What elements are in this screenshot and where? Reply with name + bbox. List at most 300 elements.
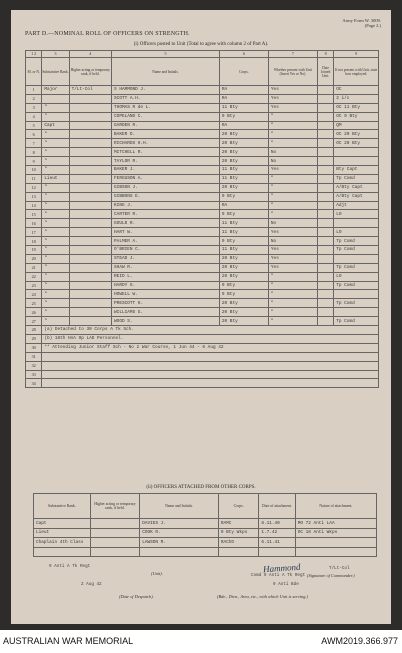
cell-name: HOWELL W. [112, 290, 220, 299]
cell-num: 7 [26, 139, 42, 148]
table-row [26, 192, 379, 201]
cell-date-joined [317, 148, 333, 157]
cell-num: 16 [26, 219, 42, 228]
cell-sub-rank: " [42, 272, 69, 281]
bde-value: 9 Anti Bde [273, 582, 299, 587]
cell-date-joined [317, 254, 333, 263]
cell-present: " [268, 210, 317, 219]
cell-present: " [268, 130, 317, 139]
attached-cell-nature [295, 547, 376, 557]
cell-sub-rank: Lieut [42, 174, 69, 183]
cell-date-joined [317, 174, 333, 183]
cell-num: 20 [26, 254, 42, 263]
cell-date-joined [317, 317, 333, 326]
cell-num: 10 [26, 166, 42, 175]
cell-not-present: Tp Comd [334, 246, 379, 255]
column-number-row [26, 51, 379, 58]
cell-not-present: QM [334, 121, 379, 130]
attached-cell-nature: MO 72 Anti LAA [295, 519, 376, 529]
cell-higher-rank [69, 317, 111, 326]
attached-cell-name: COOK R. [140, 528, 219, 538]
table-row [26, 308, 379, 317]
cell-date-joined [317, 157, 333, 166]
cell-name: SCOTT A.H. [112, 94, 220, 103]
attached-cell-rank: Chaplain 4th Class [34, 538, 91, 548]
cell-date-joined [317, 246, 333, 255]
cell-not-present [334, 148, 379, 157]
cell-num: 5 [26, 121, 42, 130]
attached-officers-table [33, 493, 377, 557]
note-number: 29 [26, 334, 42, 343]
table-row [26, 317, 379, 326]
attached-header-cell: Higher acting or temporary rank, if held. [90, 494, 140, 519]
cell-higher-rank [69, 281, 111, 290]
cell-num: 27 [26, 317, 42, 326]
cell-not-present: LO [334, 272, 379, 281]
cell-corps: RA [219, 121, 268, 130]
cell-sub-rank: " [42, 308, 69, 317]
table-row [26, 254, 379, 263]
cell-name: STEAD J. [112, 254, 220, 263]
cell-higher-rank [69, 94, 111, 103]
cell-date-joined [317, 219, 333, 228]
note-text: ** Attending Junior Staff Sch - No 2 War Course, 1 Jun 44 - 6 Aug 42 [42, 343, 379, 352]
cell-higher-rank [69, 103, 111, 112]
cell-present: " [268, 112, 317, 121]
note-text [42, 370, 379, 379]
cell-not-present: Tp Comd [334, 281, 379, 290]
cell-name: O'BRIEN C. [112, 246, 220, 255]
cell-name: GOULD R. [112, 219, 220, 228]
part-title: PART D.—NOMINAL ROLL OF OFFICERS ON STRENGTH. [25, 31, 190, 37]
cell-num: 11 [26, 174, 42, 183]
cell-present: Yes [268, 94, 317, 103]
attached-row [34, 519, 377, 529]
cell-num: 1 [26, 86, 42, 95]
cell-present: No [268, 219, 317, 228]
cell-name: COPELAND C. [112, 112, 220, 121]
date-value: 2 Aug 42 [81, 582, 102, 587]
table-row [26, 272, 379, 281]
attached-cell-nature [295, 538, 376, 548]
cell-num: 22 [26, 272, 42, 281]
cell-corps: 11 Bty [219, 228, 268, 237]
section-2-title: (ii) OFFICERS ATTACHED FROM OTHER CORPS. [146, 485, 256, 490]
table-row [26, 219, 379, 228]
cell-not-present: OC 9 Bty [334, 112, 379, 121]
table-row [26, 94, 379, 103]
cell-date-joined [317, 210, 333, 219]
section-1-title: (i) Officers posted to Unit (Total to agree with column 2 of Part A). [133, 42, 269, 47]
attached-cell-corps: 9 Bty Wkps [218, 528, 258, 538]
attached-row [34, 547, 377, 557]
cell-present: " [268, 121, 317, 130]
cell-num: 18 [26, 237, 42, 246]
cell-higher-rank [69, 174, 111, 183]
column-number-cell: 8 [317, 51, 333, 58]
table-row [26, 281, 379, 290]
attached-table-body [34, 519, 377, 557]
cell-date-joined [317, 308, 333, 317]
cell-higher-rank [69, 254, 111, 263]
cell-not-present: OC 20 Bty [334, 130, 379, 139]
cell-corps: 9 Bty [219, 210, 268, 219]
cell-corps: 20 Bty [219, 148, 268, 157]
cell-corps: 9 Bty [219, 192, 268, 201]
cell-sub-rank: Major [42, 86, 69, 95]
attached-cell-nature: OC 18 Anti Wkps [295, 528, 376, 538]
cell-present: Yes [268, 86, 317, 95]
cell-present: " [268, 183, 317, 192]
column-header-cell: Higher acting or temporary rank, if held. [69, 58, 111, 86]
cell-date-joined [317, 272, 333, 281]
cell-num: 17 [26, 228, 42, 237]
cell-corps: 20 Bty [219, 157, 268, 166]
cell-present: " [268, 272, 317, 281]
cell-sub-rank: " [42, 246, 69, 255]
cell-date-joined [317, 94, 333, 103]
cell-higher-rank [69, 183, 111, 192]
cell-not-present: Adjt [334, 201, 379, 210]
attached-cell-date [259, 547, 295, 557]
column-number-cell: 1 2 [26, 51, 42, 58]
cell-higher-rank [69, 130, 111, 139]
cell-name: WILLIAMS G. [112, 308, 220, 317]
cell-sub-rank: " [42, 103, 69, 112]
cell-name: FERGUSON A. [112, 174, 220, 183]
note-text [42, 361, 379, 370]
cell-not-present: Tp Comd [334, 299, 379, 308]
note-number: 34 [26, 379, 42, 388]
column-header-cell: Corps. [219, 58, 268, 86]
cell-sub-rank: " [42, 254, 69, 263]
cell-sub-rank: " [42, 228, 69, 237]
cell-sub-rank: " [42, 139, 69, 148]
cell-present: " [268, 281, 317, 290]
cell-not-present: Tp Comd [334, 174, 379, 183]
attached-row [34, 538, 377, 548]
table-row [26, 166, 379, 175]
cell-present: Yes [268, 263, 317, 272]
cell-num: 9 [26, 157, 42, 166]
cell-name: GARDEN R. [112, 121, 220, 130]
table-row [26, 210, 379, 219]
bde-label: (Bde., Divn., Area, etc., with which Unit is serving.) [217, 594, 308, 599]
cell-sub-rank: " [42, 130, 69, 139]
note-number: 30 [26, 343, 42, 352]
note-text: (a) Detached to 30 Corps A Tk Sch. [42, 326, 379, 335]
attached-row [34, 528, 377, 538]
cell-sub-rank: " [42, 237, 69, 246]
cell-name: GIBBONS E. [112, 192, 220, 201]
form-page-text: (Page 2.) [364, 23, 381, 28]
cell-not-present: Tp Comd [334, 237, 379, 246]
column-header-row [26, 58, 379, 86]
attached-cell-higher [90, 538, 140, 548]
cell-corps: 9 Bty [219, 237, 268, 246]
cell-not-present: Tp Comd [334, 317, 379, 326]
cell-sub-rank: " [42, 219, 69, 228]
cell-corps: 20 Bty [219, 263, 268, 272]
table-row [26, 183, 379, 192]
column-number-cell: 9 [334, 51, 379, 58]
cell-not-present: OC 11 Bty [334, 103, 379, 112]
note-text: (b) 18th HAA Op LAD Personnel. [42, 334, 379, 343]
cell-present: " [268, 192, 317, 201]
attached-header-cell: Name and Initials. [140, 494, 219, 519]
cell-not-present: LO [334, 228, 379, 237]
cell-date-joined [317, 166, 333, 175]
table-row [26, 246, 379, 255]
cell-present: " [268, 139, 317, 148]
cell-higher-rank [69, 290, 111, 299]
cell-name: THOMAS R de L. [112, 103, 220, 112]
column-number-cell: 4 [69, 51, 111, 58]
table-row [26, 201, 379, 210]
column-header-cell: M. or N. [26, 58, 42, 86]
caption-bar [0, 630, 402, 653]
attached-cell-rank: Capt [34, 519, 91, 529]
cell-num: 14 [26, 201, 42, 210]
attached-header-cell: Substantive Rank. [34, 494, 91, 519]
attached-cell-date: 8.11.40 [259, 519, 295, 529]
cell-sub-rank: " [42, 112, 69, 121]
table-row [26, 86, 379, 95]
unit-label: (Unit). [151, 571, 163, 576]
cell-present: Yes [268, 228, 317, 237]
cell-sub-rank: " [42, 157, 69, 166]
attached-cell-corps [218, 547, 258, 557]
cell-name: PALMER A. [112, 237, 220, 246]
cell-present: No [268, 237, 317, 246]
cell-num: 8 [26, 148, 42, 157]
cell-sub-rank: " [42, 263, 69, 272]
cell-date-joined [317, 112, 333, 121]
table-row [26, 112, 379, 121]
cell-sub-rank: " [42, 290, 69, 299]
cell-corps: 11 Bty [219, 174, 268, 183]
cell-num: 6 [26, 130, 42, 139]
cell-sub-rank: " [42, 192, 69, 201]
cell-higher-rank: T/Lt-Col [69, 86, 111, 95]
attached-cell-higher [90, 528, 140, 538]
cell-name: MITCHELL R. [112, 148, 220, 157]
attached-cell-name: DAVIES J. [140, 519, 219, 529]
cell-date-joined [317, 86, 333, 95]
cell-corps: 9 Bty [219, 290, 268, 299]
cell-higher-rank [69, 201, 111, 210]
cell-name: SHAW R. [112, 263, 220, 272]
note-row [26, 326, 379, 335]
column-header-cell: Whether present with Unit (Insert Yes or No). [268, 58, 317, 86]
table-row [26, 237, 379, 246]
cell-sub-rank: " [42, 317, 69, 326]
cell-higher-rank [69, 166, 111, 175]
table-row [26, 103, 379, 112]
cell-present: " [268, 174, 317, 183]
commander-value: Comd 9 Anti A Tk Regt [251, 573, 306, 578]
cell-date-joined [317, 130, 333, 139]
cell-name: TAYLOR R. [112, 157, 220, 166]
cell-present: " [268, 308, 317, 317]
cell-present: No [268, 148, 317, 157]
table-row [26, 121, 379, 130]
column-header-cell: Date Joined Unit. [317, 58, 333, 86]
table-row [26, 157, 379, 166]
table-row [26, 130, 379, 139]
note-row [26, 370, 379, 379]
cell-date-joined [317, 290, 333, 299]
cell-date-joined [317, 263, 333, 272]
cell-corps: 20 Bty [219, 299, 268, 308]
cell-not-present [334, 308, 379, 317]
cell-higher-rank [69, 210, 111, 219]
cell-sub-rank: " [42, 210, 69, 219]
date-label: (Date of Despatch). [119, 594, 154, 599]
column-header-cell: Substantive Rank. [42, 58, 69, 86]
attached-cell-rank [34, 547, 91, 557]
note-text [42, 352, 379, 361]
cell-present: " [268, 317, 317, 326]
cell-corps: 20 Bty [219, 272, 268, 281]
commander-label: (Signature of Commander.) [307, 573, 355, 578]
unit-value: 9 Anti A Tk Regt [49, 564, 91, 569]
caption-institution: AUSTRALIAN WAR MEMORIAL [3, 636, 134, 646]
attached-cell-date: 6.11.41 [259, 538, 295, 548]
cell-higher-rank [69, 192, 111, 201]
cell-higher-rank [69, 272, 111, 281]
cell-name: KING J. [112, 201, 220, 210]
attached-cell-name [140, 547, 219, 557]
cell-corps: 11 Bty [219, 219, 268, 228]
attached-cell-corps: RAChD [218, 538, 258, 548]
cell-num: 12 [26, 183, 42, 192]
table-row [26, 174, 379, 183]
attached-header-cell: Corps. [218, 494, 258, 519]
note-row [26, 334, 379, 343]
cell-date-joined [317, 192, 333, 201]
cell-name: WOOD S. [112, 317, 220, 326]
column-number-cell: 7 [268, 51, 317, 58]
cell-date-joined [317, 183, 333, 192]
cell-corps: 9 Bty [219, 281, 268, 290]
cell-num: 25 [26, 299, 42, 308]
cell-sub-rank: " [42, 166, 69, 175]
column-header-cell: If not present with Unit, state how employed. [334, 58, 379, 86]
cell-date-joined [317, 299, 333, 308]
cell-corps: 20 Bty [219, 308, 268, 317]
cell-corps: 9 Bty [219, 112, 268, 121]
commander-signature: Hammond [262, 561, 301, 575]
cell-date-joined [317, 201, 333, 210]
column-header-cell: Name and Initials. [112, 58, 220, 86]
attached-header-cell: Date of attachment. [259, 494, 295, 519]
cell-sub-rank: " [42, 148, 69, 157]
cell-higher-rank [69, 299, 111, 308]
cell-not-present: LO [334, 210, 379, 219]
cell-num: 26 [26, 308, 42, 317]
cell-higher-rank [69, 139, 111, 148]
cell-higher-rank [69, 157, 111, 166]
cell-num: 19 [26, 246, 42, 255]
cell-name: BAKER J. [112, 166, 220, 175]
cell-not-present: A/Bty Capt [334, 192, 379, 201]
document-page [11, 10, 391, 624]
note-number: 33 [26, 370, 42, 379]
cell-higher-rank [69, 263, 111, 272]
cell-corps: 20 Bty [219, 183, 268, 192]
table-row [26, 139, 379, 148]
cell-num: 24 [26, 290, 42, 299]
cell-higher-rank [69, 246, 111, 255]
form-number [342, 18, 381, 28]
attached-header-row [34, 494, 377, 519]
cell-not-present: OC [334, 86, 379, 95]
caption-accession-number: AWM2019.366.977 [321, 636, 398, 646]
note-number: 28 [26, 326, 42, 335]
table-row [26, 228, 379, 237]
cell-higher-rank [69, 308, 111, 317]
cell-sub-rank [42, 94, 69, 103]
note-row [26, 352, 379, 361]
officers-table [25, 50, 379, 388]
cell-not-present: OC 20 Bty [334, 139, 379, 148]
cell-date-joined [317, 281, 333, 290]
cell-corps: 20 Bty [219, 317, 268, 326]
cell-name: BAKER D. [112, 130, 220, 139]
cell-date-joined [317, 103, 333, 112]
cell-name: S HAMMOND J. [112, 86, 220, 95]
cell-sub-rank: Capt [42, 121, 69, 130]
cell-name: RICHARDS H.H. [112, 139, 220, 148]
attached-cell-higher [90, 519, 140, 529]
table-row [26, 148, 379, 157]
attached-cell-higher [90, 547, 140, 557]
officers-table-body [26, 86, 379, 388]
cell-num: 3 [26, 103, 42, 112]
cell-not-present [334, 219, 379, 228]
cell-present: No [268, 157, 317, 166]
attached-cell-name: LAWSON R. [140, 538, 219, 548]
cell-present: Yes [268, 103, 317, 112]
note-row [26, 343, 379, 352]
cell-higher-rank [69, 148, 111, 157]
attached-cell-date: 1.7.42 [259, 528, 295, 538]
cell-name: CARTER R. [112, 210, 220, 219]
cell-sub-rank: " [42, 281, 69, 290]
cell-name: GIBSON J. [112, 183, 220, 192]
note-row [26, 361, 379, 370]
cell-num: 2 [26, 94, 42, 103]
attached-header-cell: Nature of attachment. [295, 494, 376, 519]
attached-cell-rank: Lieut [34, 528, 91, 538]
cell-num: 13 [26, 192, 42, 201]
form-number-text: Army Form W. 3009. [342, 18, 381, 23]
column-number-cell: 3 [42, 51, 69, 58]
cell-num: 15 [26, 210, 42, 219]
note-row [26, 379, 379, 388]
cell-higher-rank [69, 237, 111, 246]
cell-num: 4 [26, 112, 42, 121]
cell-present: " [268, 299, 317, 308]
cell-not-present: Tp Comd [334, 263, 379, 272]
column-number-cell: 5 [112, 51, 220, 58]
cell-not-present [334, 254, 379, 263]
cell-present: Yes [268, 246, 317, 255]
cell-higher-rank [69, 219, 111, 228]
cell-present: Yes [268, 166, 317, 175]
signature-rank: T/Lt-Col [329, 566, 350, 571]
